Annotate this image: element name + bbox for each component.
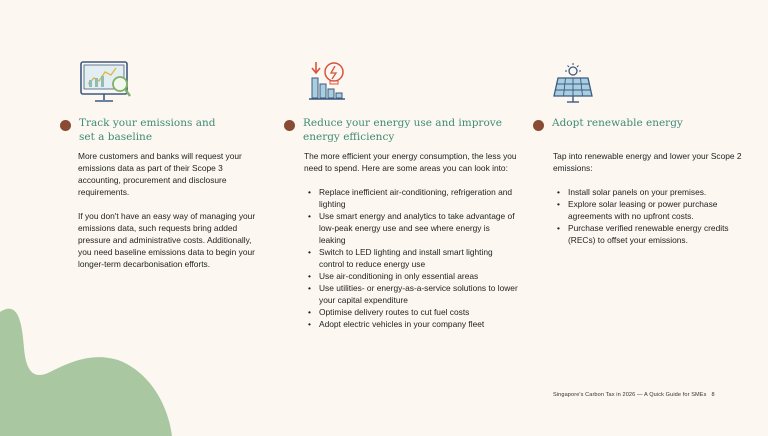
energy-reduction-icon <box>308 58 348 104</box>
list-item: • Use smart energy and analytics to take advantage of low-peak energy use and see where energy is leaking <box>304 210 518 246</box>
page-number: 8 <box>711 392 715 398</box>
list-item: • Switch to LED lighting and install smart lighting control to reduce energy use <box>304 246 518 270</box>
page-footer <box>553 392 715 398</box>
column-3-title: Adopt renewable energy <box>552 117 683 129</box>
emissions-monitor-icon <box>80 60 132 104</box>
column-2-intro: The more efficient your energy consumption, the less you need to spend. Here are some areas you can look into: <box>304 151 517 173</box>
list-item: • Use air-conditioning in only essential areas <box>304 270 518 282</box>
footer-text: Singapore's Carbon Tax in 2026 — A Quick Guide for SMEs <box>553 392 707 398</box>
column-2-bullet-list <box>304 186 518 330</box>
bullet-dot-icon <box>60 120 71 131</box>
column-1-header <box>60 116 260 144</box>
list-item: • Adopt electric vehicles in your company fleet <box>304 318 518 330</box>
bullet-dot-icon <box>284 120 295 131</box>
column-3-intro: Tap into renewable energy and lower your Scope 2 emissions: <box>553 151 742 173</box>
list-item: • Purchase verified renewable energy credits (RECs) to offset your emissions. <box>553 222 743 246</box>
column-2-header <box>284 116 514 144</box>
column-2-body <box>304 150 518 330</box>
column-3-bullet-list <box>553 186 743 246</box>
column-1-paragraph-1: More customers and banks will request your emissions data as part of their Scope 3 accounting, procurement and disclosure requirements. <box>78 151 242 197</box>
column-1-paragraph-2: If you don't have an easy way of managing your emissions data, such requests bring added pressure and administrative costs. Additionally, you need baseline emissions data to begin your longer-term decarbonisation efforts. <box>78 211 256 269</box>
list-item: • Replace inefficient air-conditioning, refrigeration and lighting <box>304 186 518 210</box>
list-item: • Optimise delivery routes to cut fuel costs <box>304 306 518 318</box>
bullet-dot-icon <box>533 120 544 131</box>
column-3-header <box>533 116 733 131</box>
column-2-title: Reduce your energy use and improve energy efficiency <box>303 117 502 143</box>
column-3-body <box>553 150 743 246</box>
list-item: • Install solar panels on your premises. <box>553 186 743 198</box>
solar-panel-icon <box>552 62 594 104</box>
column-1-body <box>78 150 260 270</box>
column-1-title: Track your emissions and set a baseline <box>79 117 216 143</box>
list-item: • Use utilities- or energy-as-a-service solutions to lower your capital expenditure <box>304 282 518 306</box>
list-item: • Explore solar leasing or power purchase agreements with no upfront costs. <box>553 198 743 222</box>
